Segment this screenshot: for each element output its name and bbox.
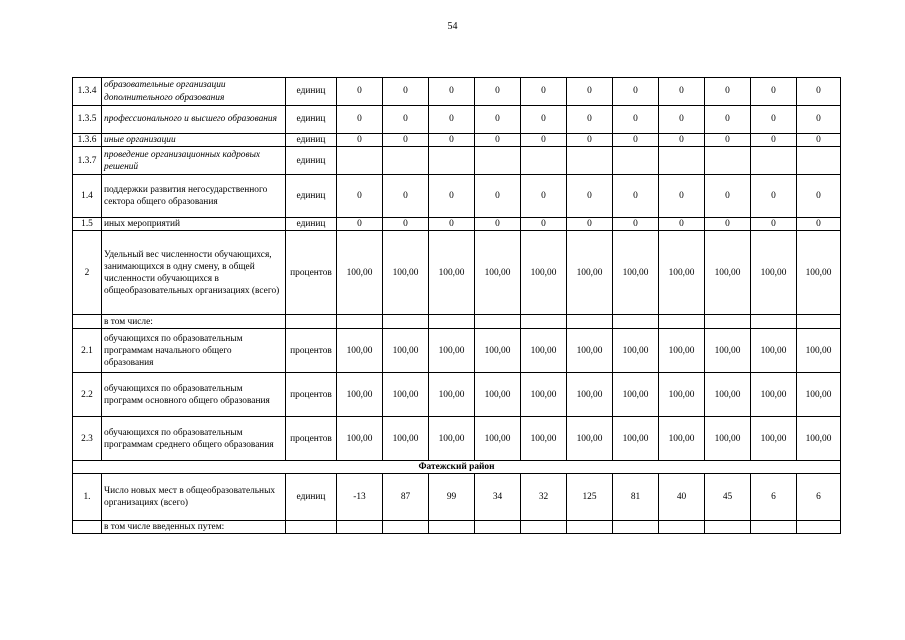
value-cell: 0 xyxy=(567,106,613,134)
value-cell xyxy=(521,521,567,534)
value-cell xyxy=(429,521,475,534)
row-number: 1. xyxy=(73,474,102,521)
value-cell xyxy=(797,147,841,175)
table-row xyxy=(73,106,841,134)
value-cell: 40 xyxy=(659,474,705,521)
value-cell: -13 xyxy=(337,474,383,521)
value-cell xyxy=(613,315,659,329)
value-cell xyxy=(705,315,751,329)
value-cell: 0 xyxy=(383,106,429,134)
value-cell: 6 xyxy=(797,474,841,521)
value-cell: 100,00 xyxy=(751,373,797,417)
value-cell xyxy=(475,521,521,534)
unit-cell xyxy=(286,315,337,329)
value-cell: 100,00 xyxy=(705,329,751,373)
value-cell: 100,00 xyxy=(659,373,705,417)
value-cell xyxy=(383,315,429,329)
value-cell: 0 xyxy=(705,134,751,147)
value-cell xyxy=(383,147,429,175)
indicator-name: Число новых мест в общеобразовательных организациях (всего) xyxy=(102,474,286,521)
value-cell: 100,00 xyxy=(613,417,659,461)
value-cell: 0 xyxy=(429,78,475,106)
value-cell xyxy=(705,521,751,534)
value-cell xyxy=(613,521,659,534)
value-cell xyxy=(797,315,841,329)
table-row xyxy=(73,417,841,461)
value-cell: 0 xyxy=(797,78,841,106)
value-cell: 0 xyxy=(751,134,797,147)
value-cell: 100,00 xyxy=(429,231,475,315)
value-cell: 100,00 xyxy=(521,231,567,315)
value-cell: 0 xyxy=(797,175,841,218)
value-cell: 0 xyxy=(613,106,659,134)
value-cell xyxy=(383,521,429,534)
value-cell xyxy=(521,147,567,175)
value-cell xyxy=(797,521,841,534)
value-cell: 100,00 xyxy=(751,417,797,461)
value-cell xyxy=(521,315,567,329)
unit-cell: процентов xyxy=(286,231,337,315)
unit-cell: единиц xyxy=(286,175,337,218)
value-cell: 100,00 xyxy=(521,329,567,373)
value-cell: 0 xyxy=(383,175,429,218)
value-cell xyxy=(659,521,705,534)
table-row xyxy=(73,134,841,147)
value-cell: 0 xyxy=(659,78,705,106)
value-cell: 100,00 xyxy=(337,417,383,461)
value-cell: 100,00 xyxy=(429,417,475,461)
value-cell: 100,00 xyxy=(475,417,521,461)
value-cell: 0 xyxy=(659,175,705,218)
value-cell: 0 xyxy=(521,78,567,106)
value-cell: 0 xyxy=(429,218,475,231)
value-cell: 0 xyxy=(659,106,705,134)
unit-cell: единиц xyxy=(286,147,337,175)
value-cell: 0 xyxy=(521,134,567,147)
value-cell: 100,00 xyxy=(705,417,751,461)
value-cell: 0 xyxy=(383,218,429,231)
row-number: 2.1 xyxy=(73,329,102,373)
row-number: 1.5 xyxy=(73,218,102,231)
value-cell: 0 xyxy=(797,218,841,231)
value-cell: 100,00 xyxy=(797,417,841,461)
value-cell: 100,00 xyxy=(429,373,475,417)
table-row xyxy=(73,147,841,175)
value-cell: 0 xyxy=(429,134,475,147)
value-cell xyxy=(751,315,797,329)
table-row xyxy=(73,78,841,106)
value-cell: 0 xyxy=(659,218,705,231)
indicator-name: в том числе введенных путем: xyxy=(102,521,286,534)
value-cell: 0 xyxy=(659,134,705,147)
value-cell: 0 xyxy=(613,134,659,147)
value-cell xyxy=(429,147,475,175)
value-cell xyxy=(337,147,383,175)
page-number: 54 xyxy=(447,21,458,32)
indicator-name: иных мероприятий xyxy=(102,218,286,231)
row-number: 2 xyxy=(73,231,102,315)
value-cell: 100,00 xyxy=(383,373,429,417)
unit-cell: процентов xyxy=(286,417,337,461)
table-row xyxy=(73,329,841,373)
value-cell xyxy=(567,315,613,329)
value-cell: 100,00 xyxy=(383,417,429,461)
indicator-name: в том числе: xyxy=(102,315,286,329)
value-cell: 0 xyxy=(337,218,383,231)
value-cell: 0 xyxy=(475,134,521,147)
value-cell xyxy=(751,147,797,175)
indicator-name: профессионального и высшего образования xyxy=(102,106,286,134)
value-cell xyxy=(751,521,797,534)
table-row xyxy=(73,521,841,534)
indicator-name: проведение организационных кадровых решений xyxy=(102,147,286,175)
value-cell: 100,00 xyxy=(337,373,383,417)
value-cell: 0 xyxy=(751,218,797,231)
indicator-name: иные организации xyxy=(102,134,286,147)
value-cell: 0 xyxy=(383,134,429,147)
indicator-name: обучающихся по образовательным программ основного общего образования xyxy=(102,373,286,417)
unit-cell xyxy=(286,521,337,534)
value-cell: 0 xyxy=(337,78,383,106)
value-cell xyxy=(613,147,659,175)
value-cell: 0 xyxy=(705,218,751,231)
value-cell: 100,00 xyxy=(475,373,521,417)
value-cell: 0 xyxy=(705,78,751,106)
table-row xyxy=(73,315,841,329)
table-row xyxy=(73,373,841,417)
value-cell xyxy=(659,315,705,329)
value-cell: 0 xyxy=(337,175,383,218)
unit-cell: единиц xyxy=(286,474,337,521)
value-cell: 100,00 xyxy=(659,329,705,373)
table-row xyxy=(73,175,841,218)
value-cell xyxy=(475,147,521,175)
value-cell: 100,00 xyxy=(613,329,659,373)
value-cell: 0 xyxy=(383,78,429,106)
unit-cell: единиц xyxy=(286,134,337,147)
row-number: 1.4 xyxy=(73,175,102,218)
row-number: 1.3.5 xyxy=(73,106,102,134)
value-cell: 0 xyxy=(751,106,797,134)
value-cell: 0 xyxy=(613,78,659,106)
table-row xyxy=(73,474,841,521)
value-cell: 100,00 xyxy=(429,329,475,373)
row-number xyxy=(73,315,102,329)
value-cell xyxy=(475,315,521,329)
value-cell: 81 xyxy=(613,474,659,521)
indicator-name: обучающихся по образовательным программам среднего общего образования xyxy=(102,417,286,461)
value-cell: 100,00 xyxy=(567,373,613,417)
value-cell xyxy=(429,315,475,329)
value-cell: 0 xyxy=(567,218,613,231)
value-cell: 99 xyxy=(429,474,475,521)
indicator-name: Удельный вес численности обучающихся, занимающихся в одну смену, в общей численности обучающихся в общеобразовательных организациях (всего) xyxy=(102,231,286,315)
value-cell: 100,00 xyxy=(705,231,751,315)
value-cell: 0 xyxy=(613,218,659,231)
value-cell: 0 xyxy=(521,175,567,218)
value-cell: 0 xyxy=(705,106,751,134)
value-cell: 0 xyxy=(429,106,475,134)
value-cell: 100,00 xyxy=(751,329,797,373)
unit-cell: единиц xyxy=(286,218,337,231)
indicator-name: обучающихся по образовательным программам начального общего образования xyxy=(102,329,286,373)
value-cell: 100,00 xyxy=(521,373,567,417)
value-cell: 45 xyxy=(705,474,751,521)
value-cell: 0 xyxy=(475,106,521,134)
row-number: 1.3.7 xyxy=(73,147,102,175)
value-cell: 0 xyxy=(337,134,383,147)
value-cell: 100,00 xyxy=(613,373,659,417)
table-row xyxy=(73,218,841,231)
data-table xyxy=(72,77,841,534)
value-cell: 100,00 xyxy=(567,231,613,315)
value-cell: 34 xyxy=(475,474,521,521)
unit-cell: процентов xyxy=(286,373,337,417)
value-cell: 100,00 xyxy=(659,231,705,315)
value-cell: 0 xyxy=(521,218,567,231)
value-cell: 100,00 xyxy=(797,373,841,417)
value-cell: 0 xyxy=(567,134,613,147)
indicator-name: образовательные организации дополнительного образования xyxy=(102,78,286,106)
value-cell: 0 xyxy=(475,175,521,218)
unit-cell: единиц xyxy=(286,78,337,106)
value-cell: 0 xyxy=(567,175,613,218)
unit-cell: процентов xyxy=(286,329,337,373)
value-cell: 0 xyxy=(337,106,383,134)
value-cell: 125 xyxy=(567,474,613,521)
value-cell: 0 xyxy=(751,78,797,106)
value-cell: 0 xyxy=(705,175,751,218)
row-number: 1.3.4 xyxy=(73,78,102,106)
value-cell: 100,00 xyxy=(567,417,613,461)
value-cell: 0 xyxy=(751,175,797,218)
row-number: 2.3 xyxy=(73,417,102,461)
value-cell: 0 xyxy=(429,175,475,218)
value-cell: 100,00 xyxy=(567,329,613,373)
value-cell: 6 xyxy=(751,474,797,521)
value-cell: 0 xyxy=(613,175,659,218)
value-cell: 32 xyxy=(521,474,567,521)
value-cell: 100,00 xyxy=(383,329,429,373)
value-cell: 100,00 xyxy=(797,231,841,315)
value-cell xyxy=(337,521,383,534)
value-cell: 87 xyxy=(383,474,429,521)
value-cell: 100,00 xyxy=(383,231,429,315)
value-cell: 100,00 xyxy=(659,417,705,461)
value-cell: 0 xyxy=(475,78,521,106)
value-cell: 0 xyxy=(475,218,521,231)
value-cell: 100,00 xyxy=(337,329,383,373)
value-cell: 100,00 xyxy=(797,329,841,373)
value-cell xyxy=(659,147,705,175)
value-cell xyxy=(337,315,383,329)
unit-cell: единиц xyxy=(286,106,337,134)
value-cell: 100,00 xyxy=(613,231,659,315)
value-cell: 0 xyxy=(797,134,841,147)
value-cell xyxy=(705,147,751,175)
value-cell: 0 xyxy=(797,106,841,134)
value-cell: 0 xyxy=(521,106,567,134)
value-cell: 0 xyxy=(567,78,613,106)
value-cell: 100,00 xyxy=(337,231,383,315)
value-cell: 100,00 xyxy=(705,373,751,417)
value-cell xyxy=(567,521,613,534)
value-cell: 100,00 xyxy=(521,417,567,461)
value-cell: 100,00 xyxy=(475,329,521,373)
section-row xyxy=(73,461,841,474)
section-header: Фатежский район xyxy=(73,461,841,474)
value-cell xyxy=(567,147,613,175)
value-cell: 100,00 xyxy=(751,231,797,315)
value-cell: 100,00 xyxy=(475,231,521,315)
table-row xyxy=(73,231,841,315)
row-number: 1.3.6 xyxy=(73,134,102,147)
row-number xyxy=(73,521,102,534)
indicator-name: поддержки развития негосударственного сектора общего образования xyxy=(102,175,286,218)
row-number: 2.2 xyxy=(73,373,102,417)
